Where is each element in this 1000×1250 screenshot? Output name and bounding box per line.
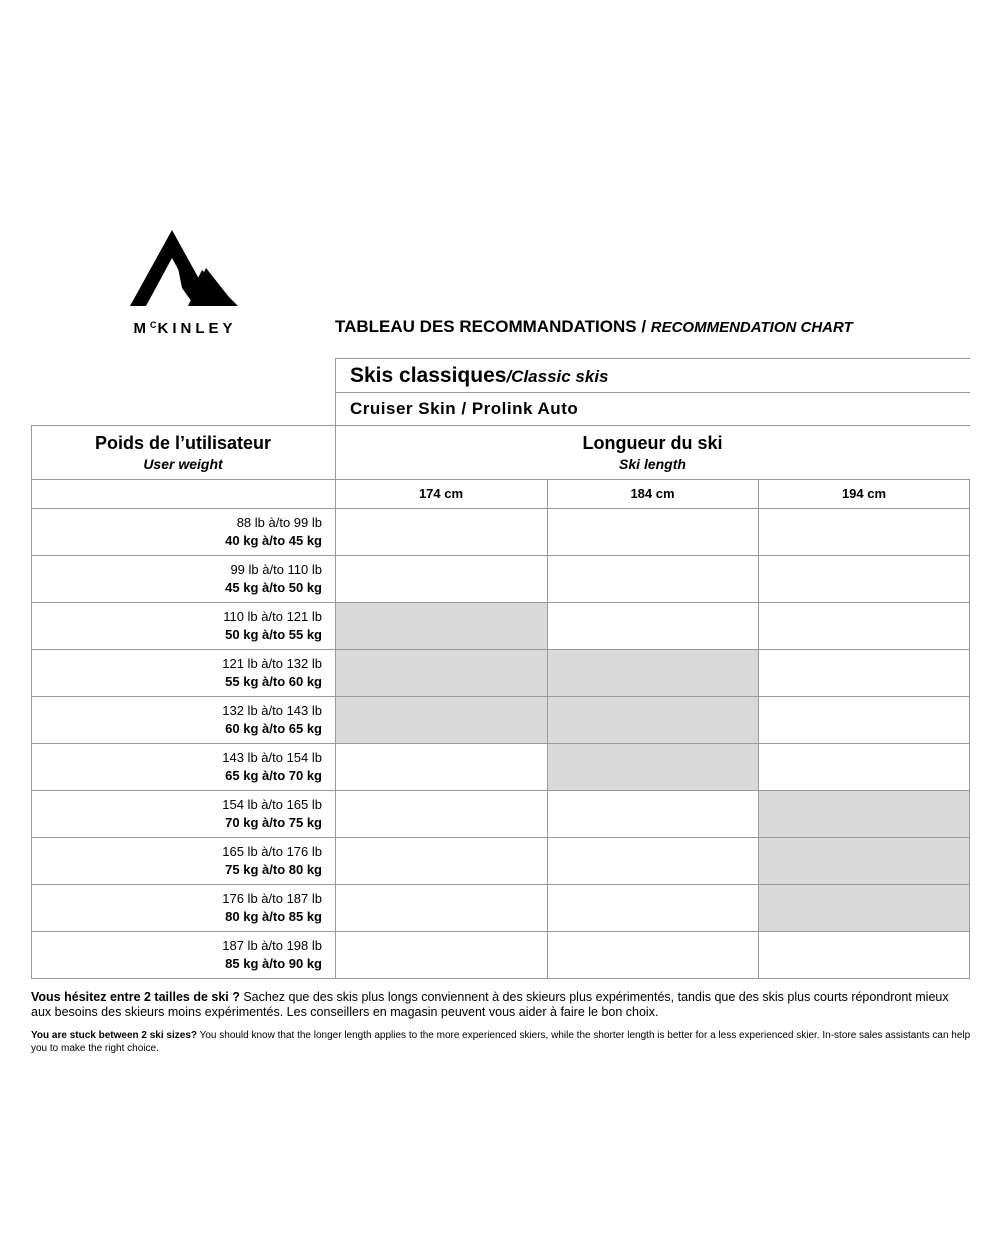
recommended-cell	[335, 650, 547, 697]
chart-title-en: RECOMMENDATION CHART	[650, 319, 853, 336]
weight-lb-label: 176 lb à/to 187 lb	[222, 891, 322, 906]
weight-kg-label: 50 kg à/to 55 kg	[225, 627, 322, 642]
table-cell	[758, 556, 970, 603]
divider	[31, 837, 970, 838]
recommended-cell	[758, 885, 970, 932]
table-cell	[547, 885, 758, 932]
divider	[31, 790, 970, 791]
size-174: 174 cm	[418, 486, 464, 501]
divider	[31, 931, 970, 932]
divider	[335, 425, 336, 979]
divider	[969, 479, 970, 979]
weight-kg-label: 65 kg à/to 70 kg	[225, 768, 322, 783]
brand-name: $M^CKINLEY$	[133, 320, 237, 337]
divider	[31, 508, 970, 509]
recommended-cell	[335, 603, 547, 650]
table-cell	[335, 744, 547, 791]
table-cell	[758, 650, 970, 697]
note-fr: Vous hésitez entre 2 tailles de ski ? Sachez que des skis plus longs conviennent à des skieurs plus expérimentés, tandis que des skis plus courts répondront mieux aux besoins des skieurs moins expérimentés. Les conseillers en magasin peuvent vous aider à faire le bon choix.	[31, 990, 949, 1019]
table-cell	[547, 509, 758, 556]
weight-lb-label: 165 lb à/to 176 lb	[222, 844, 322, 859]
weight-lb-label: 99 lb à/to 110 lb	[230, 562, 322, 577]
table-cell	[335, 509, 547, 556]
table-cell	[758, 697, 970, 744]
product-category: Skis classiques/Classic skis	[350, 364, 609, 387]
table-cell	[547, 932, 758, 979]
recommended-cell	[758, 791, 970, 838]
divider	[335, 392, 970, 393]
table-cell	[335, 791, 547, 838]
weight-lb-label: 132 lb à/to 143 lb	[222, 703, 322, 718]
divider	[31, 884, 970, 885]
product-model: Cruiser Skin / Prolink Auto	[350, 399, 579, 418]
table-cell	[547, 603, 758, 650]
weight-lb-label: 187 lb à/to 198 lb	[222, 938, 322, 953]
weight-lb-label: 143 lb à/to 154 lb	[222, 750, 322, 765]
weight-kg-label: 60 kg à/to 65 kg	[225, 721, 322, 736]
chart-title: TABLEAU DES RECOMMANDATIONS / RECOMMENDATION CHART	[335, 317, 853, 336]
mountain-logo-icon	[130, 228, 238, 308]
table-cell	[758, 744, 970, 791]
weight-header: Poids de l’utilisateur	[94, 433, 272, 453]
table-cell	[335, 885, 547, 932]
table-cell	[547, 556, 758, 603]
weight-kg-label: 40 kg à/to 45 kg	[225, 533, 322, 548]
table-cell	[758, 603, 970, 650]
divider	[31, 743, 970, 744]
divider	[31, 978, 970, 979]
weight-kg-label: 85 kg à/to 90 kg	[225, 956, 322, 971]
table-cell	[758, 509, 970, 556]
weight-kg-label: 55 kg à/to 60 kg	[225, 674, 322, 689]
table-cell	[335, 932, 547, 979]
divider	[31, 555, 970, 556]
size-194: 194 cm	[841, 486, 887, 501]
table-cell	[335, 556, 547, 603]
divider	[335, 358, 336, 426]
size-184: 184 cm	[630, 486, 675, 501]
table-cell	[547, 791, 758, 838]
weight-lb-label: 121 lb à/to 132 lb	[222, 656, 322, 671]
table-cell	[335, 838, 547, 885]
divider	[31, 649, 970, 650]
weight-lb-label: 88 lb à/to 99 lb	[236, 515, 322, 530]
table-cell	[758, 932, 970, 979]
weight-header-en: User weight	[143, 456, 223, 472]
mckinley-logo	[110, 228, 260, 337]
recommended-cell	[547, 650, 758, 697]
divider	[31, 479, 970, 480]
recommended-cell	[547, 697, 758, 744]
note-en: You are stuck between 2 ski sizes? You should know that the longer length applies to the more experienced skiers, while the shorter length is better for a less experienced skier. In-store sales assistants can help you to make the right choice.	[31, 1030, 971, 1054]
weight-kg-label: 75 kg à/to 80 kg	[225, 862, 322, 877]
divider	[31, 425, 970, 426]
length-header-en: Ski length	[619, 456, 686, 472]
recommended-cell	[547, 744, 758, 791]
weight-lb-label: 110 lb à/to 121 lb	[223, 609, 322, 624]
divider	[758, 479, 759, 979]
chart-title-fr: TABLEAU DES RECOMMANDATIONS	[335, 317, 637, 336]
divider	[31, 696, 970, 697]
weight-kg-label: 80 kg à/to 85 kg	[225, 909, 322, 924]
weight-lb-label: 154 lb à/to 165 lb	[222, 797, 322, 812]
weight-kg-label: 70 kg à/to 75 kg	[225, 815, 322, 830]
divider	[335, 358, 970, 359]
weight-kg-label: 45 kg à/to 50 kg	[225, 580, 322, 595]
divider	[31, 425, 32, 979]
divider	[547, 479, 548, 979]
recommended-cell	[758, 838, 970, 885]
length-header: Longueur du ski	[582, 433, 723, 453]
divider	[31, 602, 970, 603]
recommended-cell	[335, 697, 547, 744]
table-cell	[547, 838, 758, 885]
